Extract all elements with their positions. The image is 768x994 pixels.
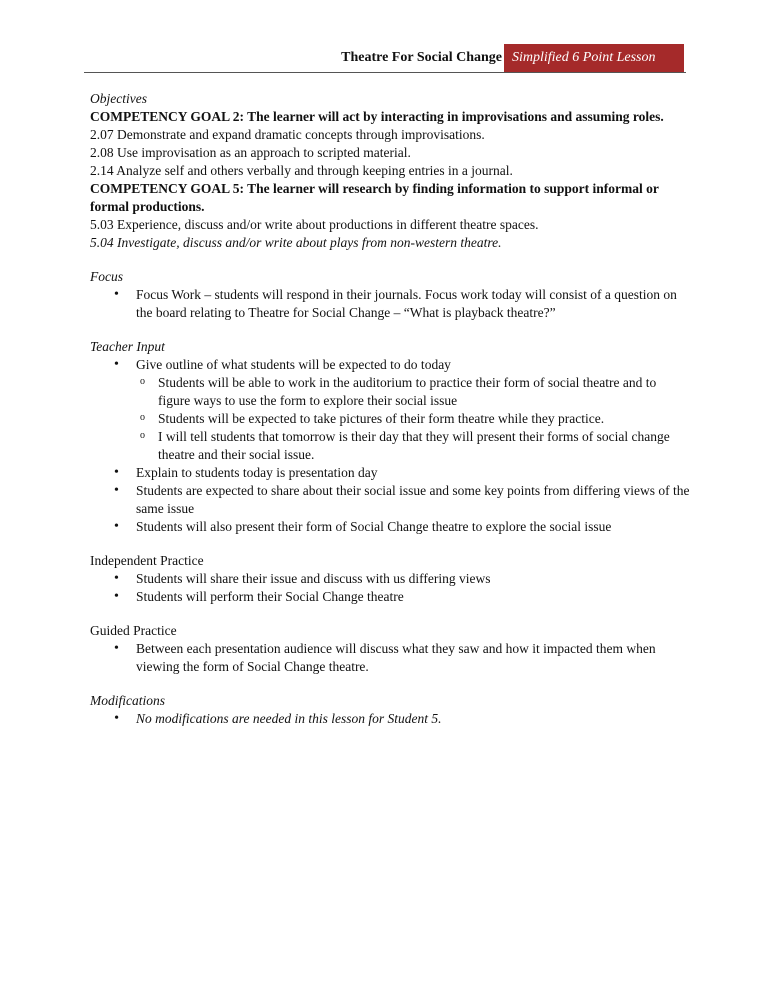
independent-practice-heading: Independent Practice [90, 553, 204, 568]
list-item: • Between each presentation audience will discuss what they saw and how it impacted them when viewing the form of Social Change theatre. [90, 640, 690, 676]
page-header [84, 44, 686, 73]
sublist-item: o Students will be able to work in the auditorium to practice their form of social theatre and to figure ways to use the form to explore their social issue [90, 374, 690, 410]
list-item: • No modifications are needed in this lesson for Student 5. [90, 710, 690, 728]
list-item: • Focus Work – students will respond in their journals. Focus work today will consist of a question on the board relating to Theatre for Social Change – “What is playback theatre?” [90, 286, 690, 322]
objective-item: 5.03 Experience, discuss and/or write about productions in different theatre spaces. [90, 217, 539, 232]
lesson-content [90, 90, 690, 728]
header-title: Theatre For Social Change [341, 50, 502, 65]
objective-item: 2.08 Use improvisation as an approach to scripted material. [90, 145, 411, 160]
modifications-heading: Modifications [90, 693, 165, 708]
guided-practice-list [90, 640, 690, 676]
list-item: • Students will perform their Social Change theatre [90, 588, 690, 606]
modifications-list [90, 710, 690, 728]
list-item: • Students will also present their form of Social Change theatre to explore the social issue [90, 518, 690, 536]
sublist-item: o I will tell students that tomorrow is their day that they will present their forms of social change theatre and their social issue. [90, 428, 690, 464]
teacher-input-heading: Teacher Input [90, 339, 165, 354]
teacher-input-section [90, 338, 690, 536]
list-item: • Students are expected to share about their social issue and some key points from differing views of the same issue [90, 482, 690, 518]
objective-item: 5.04 Investigate, discuss and/or write about plays from non-western theatre. [90, 235, 502, 250]
list-item: • Students will share their issue and discuss with us differing views [90, 570, 690, 588]
list-item-text: Give outline of what students will be expected to do today [136, 357, 451, 372]
independent-practice-section [90, 552, 690, 606]
competency-goal-2: COMPETENCY GOAL 2: The learner will act by interacting in improvisations and assuming roles. [90, 109, 664, 124]
focus-list [90, 286, 690, 322]
modifications-section [90, 692, 690, 728]
focus-section [90, 268, 690, 322]
list-item: • Explain to students today is presentation day [90, 464, 690, 482]
objectives-section [90, 90, 690, 252]
teacher-input-list [90, 356, 690, 536]
guided-practice-heading: Guided Practice [90, 623, 177, 638]
objective-item: 2.07 Demonstrate and expand dramatic concepts through improvisations. [90, 127, 485, 142]
focus-heading: Focus [90, 269, 123, 284]
list-item [90, 356, 690, 464]
guided-practice-section [90, 622, 690, 676]
objectives-heading: Objectives [90, 91, 147, 106]
competency-goal-5: COMPETENCY GOAL 5: The learner will research by finding information to support informal or formal productions. [90, 181, 659, 214]
objective-item: 2.14 Analyze self and others verbally and through keeping entries in a journal. [90, 163, 513, 178]
sublist-item: o Students will be expected to take pictures of their form theatre while they practice. [90, 410, 690, 428]
independent-practice-list [90, 570, 690, 606]
teacher-input-sublist [136, 374, 690, 464]
header-tag: Simplified 6 Point Lesson [504, 44, 684, 72]
